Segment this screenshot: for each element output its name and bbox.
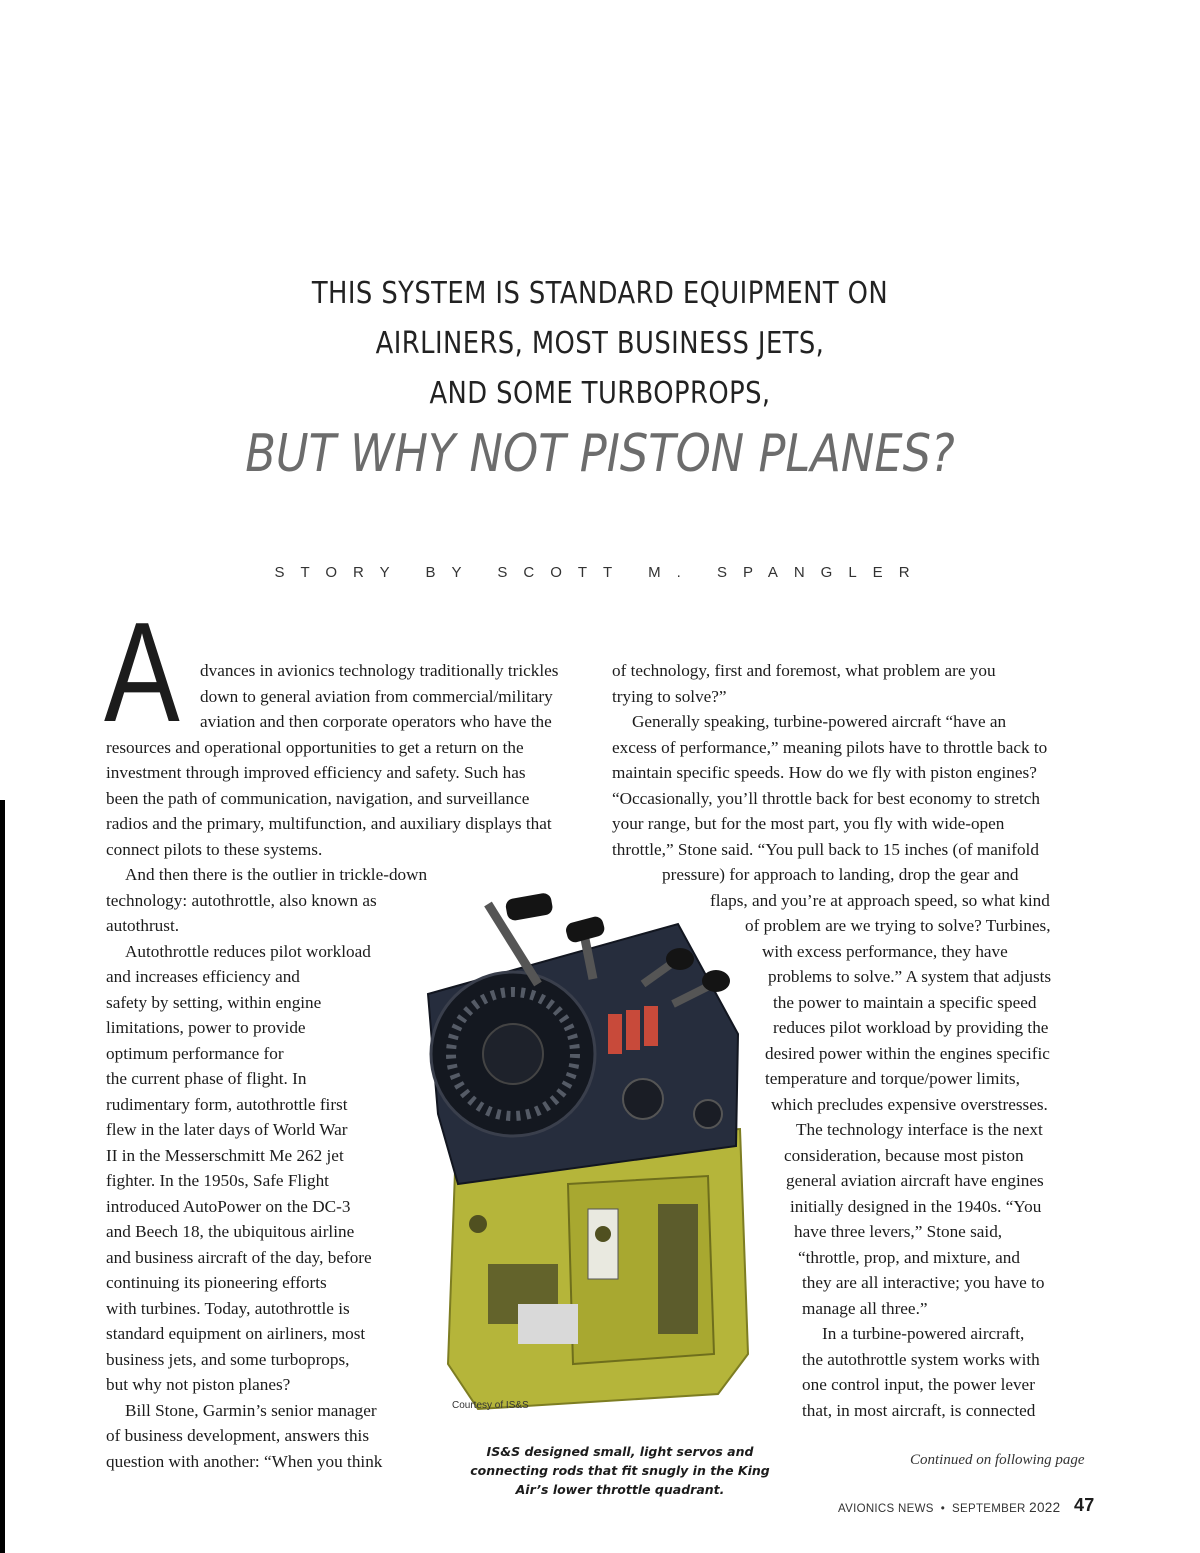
right-column-line: of technology, first and foremost, what problem are you <box>612 661 996 680</box>
right-column-line: pressure) for approach to landing, drop the gear and <box>662 865 1019 884</box>
headline-line-2: AIRLINERS, MOST BUSINESS JETS, <box>375 326 825 361</box>
right-column-line: “throttle, prop, and mixture, and <box>798 1247 1020 1267</box>
left-column-line: safety by setting, within engine <box>106 992 322 1012</box>
left-column-line: resources and operational opportunities to get a return on the <box>106 737 524 757</box>
left-column-line: with turbines. Today, autothrottle is <box>106 1298 350 1318</box>
left-column-line: and increases efficiency and <box>106 967 300 986</box>
right-column-line: which precludes expensive overstresses. <box>771 1094 1048 1114</box>
left-column-line: connect pilots to these systems. <box>106 839 323 859</box>
left-column-line: of business development, answers this <box>106 1426 370 1445</box>
right-column-line: that, in most aircraft, is connected <box>802 1400 1036 1420</box>
left-column-line: but why not piston planes? <box>106 1375 291 1394</box>
footer-month: SEPTEMBER <box>952 1503 1026 1515</box>
left-column-line: business jets, and some turboprops, <box>106 1349 350 1369</box>
page-footer <box>838 1495 1095 1515</box>
right-column-line: the power to maintain a specific speed <box>773 992 1037 1012</box>
right-column-line: consideration, because most piston <box>784 1145 1024 1165</box>
right-column-line: The technology interface is the next <box>796 1120 1043 1139</box>
left-column-line: and business aircraft of the day, before <box>106 1247 372 1267</box>
left-column-line: introduced AutoPower on the DC-3 <box>106 1196 351 1216</box>
right-column-line: they are all interactive; you have to <box>802 1273 1045 1292</box>
headline-question: BUT WHY NOT PISTON PLANES? <box>245 424 955 484</box>
right-column-line: one control input, the power lever <box>802 1375 1035 1394</box>
left-column-line: radios and the primary, multifunction, and auxiliary displays that <box>106 814 552 833</box>
right-column-line: with excess performance, they have <box>762 941 1008 961</box>
drop-cap: A <box>104 593 180 752</box>
left-column-line: flew in the later days of World War <box>106 1120 348 1139</box>
right-column-line: the autothrottle system works with <box>802 1349 1040 1369</box>
right-column-line: flaps, and you’re at approach speed, so what kind <box>710 890 1050 910</box>
right-column-line: throttle,” Stone said. “You pull back to 15 inches (of manifold <box>612 839 1039 859</box>
left-column-line: Bill Stone, Garmin’s senior manager <box>125 1400 377 1420</box>
left-column-line: And then there is the outlier in trickle-down <box>125 865 428 884</box>
left-column-line: autothrust. <box>106 916 180 935</box>
right-column-line: In a turbine-powered aircraft, <box>822 1324 1025 1343</box>
page-edge-bar <box>0 800 5 1553</box>
right-column-line: trying to solve?” <box>612 686 727 706</box>
headline-line-1: THIS SYSTEM IS STANDARD EQUIPMENT ON <box>311 276 889 311</box>
right-column-line: maintain specific speeds. How do we fly with piston engines? <box>612 763 1037 782</box>
left-column-line: limitations, power to provide <box>106 1018 306 1037</box>
throttle-quadrant-photo <box>418 884 758 1414</box>
left-column-line: question with another: “When you think <box>106 1451 383 1471</box>
left-column-line: optimum performance for <box>106 1043 284 1063</box>
photo-credit: Courtesy of IS&S <box>452 1400 529 1411</box>
left-column-line: been the path of communication, navigation, and surveillance <box>106 788 530 808</box>
left-column-line: fighter. In the 1950s, Safe Flight <box>106 1171 329 1190</box>
right-column-line: manage all three.” <box>802 1298 928 1318</box>
left-column-line: Autothrottle reduces pilot workload <box>125 941 371 961</box>
left-column-line: the current phase of flight. In <box>106 1069 307 1088</box>
left-column-line: dvances in avionics technology traditionally trickles <box>200 661 559 680</box>
footer-year: 2022 <box>1029 1500 1061 1515</box>
right-column-line: your range, but for the most part, you fly with wide-open <box>612 814 1005 833</box>
footer-bullet: • <box>940 1503 946 1515</box>
left-column-line: rudimentary form, autothrottle first <box>106 1094 348 1114</box>
left-column-line: aviation and then corporate operators who have the <box>200 712 552 731</box>
right-column-line: desired power within the engines specific <box>765 1043 1050 1063</box>
right-column-line: initially designed in the 1940s. “You <box>790 1196 1042 1216</box>
left-column-line: standard equipment on airliners, most <box>106 1324 366 1343</box>
right-column-line: reduces pilot workload by providing the <box>773 1018 1049 1037</box>
page-number: 47 <box>1074 1495 1095 1515</box>
right-column-line: have three levers,” Stone said, <box>794 1222 1003 1241</box>
left-column-line: and Beech 18, the ubiquitous airline <box>106 1222 355 1241</box>
right-column-line: problems to solve.” A system that adjusts <box>768 967 1052 986</box>
left-column-line: down to general aviation from commercial/military <box>200 686 553 706</box>
byline: STORY BY SCOTT M. SPANGLER <box>274 564 926 581</box>
right-column-line: “Occasionally, you’ll throttle back for best economy to stretch <box>612 788 1040 808</box>
continued-note: Continued on following page <box>910 1452 1085 1468</box>
left-column-line: II in the Messerschmitt Me 262 jet <box>106 1145 344 1165</box>
left-column-line: continuing its pioneering efforts <box>106 1273 327 1292</box>
left-column-line: investment through improved efficiency and safety. Such has <box>106 763 526 782</box>
right-column-line: excess of performance,” meaning pilots have to throttle back to <box>612 737 1048 757</box>
photo-caption: IS&S designed small, light servos and connecting rods that fit snugly in the King Air’s lower throttle quadrant. <box>470 1444 770 1497</box>
left-column-line: technology: autothrottle, also known as <box>106 890 377 910</box>
right-column-line: Generally speaking, turbine-powered aircraft “have an <box>632 712 1007 731</box>
right-column-line: general aviation aircraft have engines <box>786 1171 1044 1190</box>
right-column-line: of problem are we trying to solve? Turbines, <box>745 916 1051 935</box>
footer-publication: AVIONICS NEWS <box>838 1503 934 1515</box>
headline-line-3: AND SOME TURBOPROPS, <box>429 376 771 411</box>
right-column-line: temperature and torque/power limits, <box>765 1069 1020 1088</box>
